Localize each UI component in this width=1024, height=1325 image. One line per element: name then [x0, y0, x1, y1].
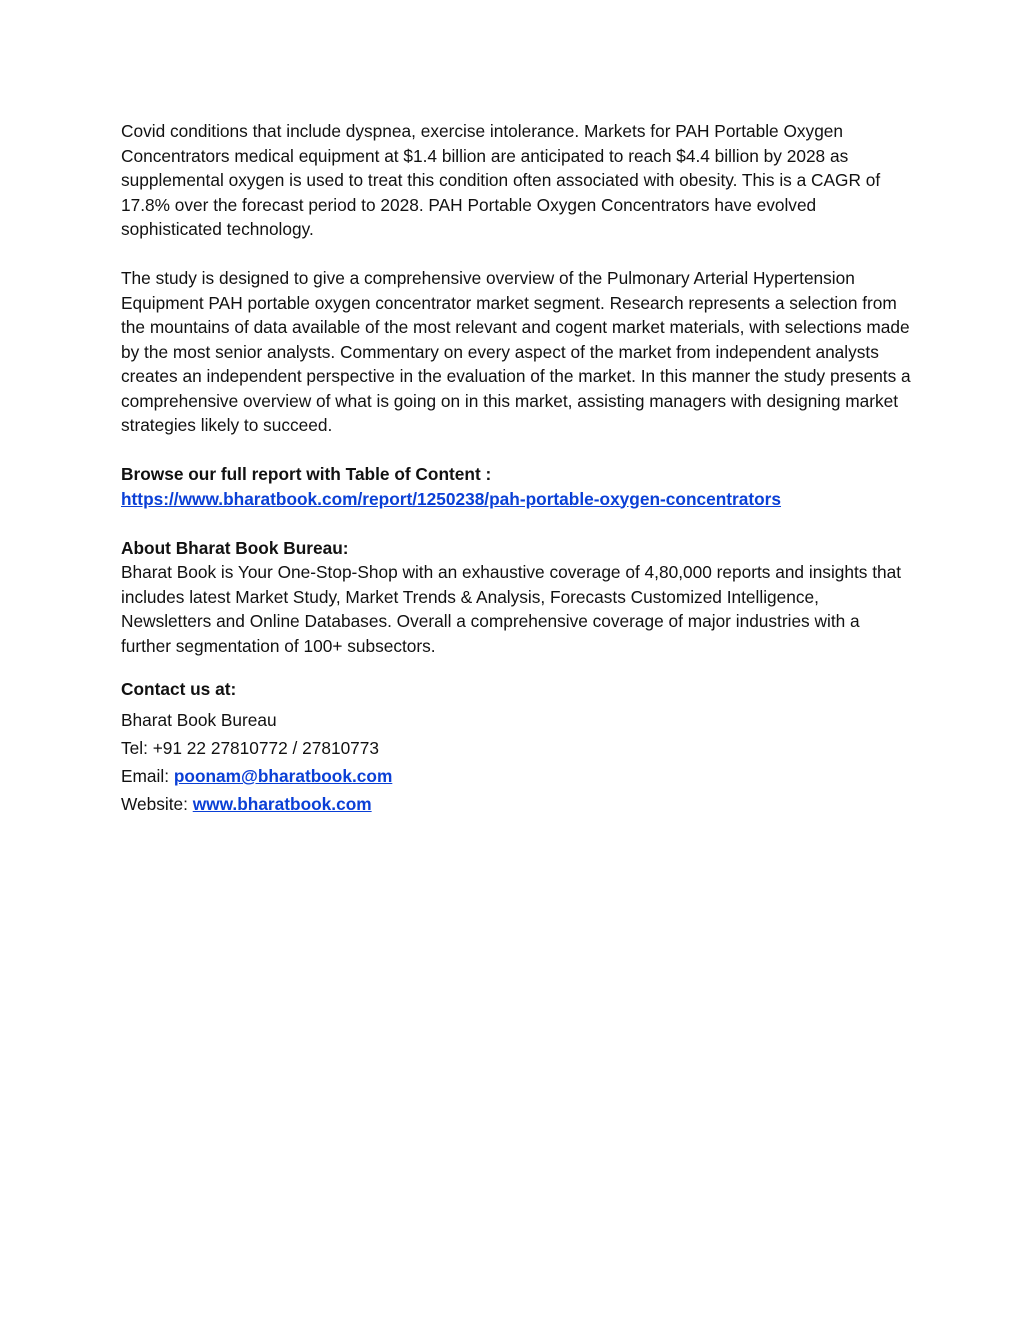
- document-page: [121, 119, 911, 818]
- email-label: Email:: [121, 766, 174, 786]
- report-url-link[interactable]: https://www.bharatbook.com/report/1250238/pah-portable-oxygen-concentrators: [121, 488, 782, 509]
- market-overview-paragraph: Covid conditions that include dyspnea, exercise intolerance. Markets for PAH Portable Oxygen Concentrators medical equipment at $1.4 billion are anticipated to reach $4.4 billion by 2028 as supplemental oxygen is used to treat this condition often associated with obesity. This is a CAGR of 17.8% over the forecast period to 2028. PAH Portable Oxygen Concentrators have evolved sophisticated technology.: [121, 121, 881, 239]
- email-link[interactable]: poonam@bharatbook.com: [173, 766, 393, 786]
- contact-section: [121, 677, 911, 819]
- contact-email-line: [121, 762, 911, 790]
- website-link[interactable]: www.bharatbook.com: [192, 794, 372, 814]
- contact-tel: Tel: +91 22 27810772 / 27810773: [121, 738, 380, 758]
- about-heading: About Bharat Book Bureau:: [121, 537, 349, 558]
- browse-report-section: [121, 462, 911, 511]
- contact-website-line: [121, 790, 911, 818]
- about-section: [121, 536, 911, 659]
- contact-company: Bharat Book Bureau: [121, 710, 277, 730]
- study-description-paragraph: The study is designed to give a comprehensive overview of the Pulmonary Arterial Hypertension Equipment PAH portable oxygen concentrator market segment. Research represents a selection from the mountains of data available of the most relevant and cogent market materials, with selections made by the most senior analysts. Commentary on every aspect of the market from independent analysts creates an independent perspective in the evaluation of the market. In this manner the study presents a comprehensive overview of what is going on in this market, assisting managers with designing market strategies likely to succeed.: [121, 268, 911, 435]
- website-label: Website:: [121, 794, 193, 814]
- browse-report-heading: Browse our full report with Table of Content :: [121, 464, 492, 484]
- about-text: Bharat Book is Your One-Stop-Shop with an exhaustive coverage of 4,80,000 reports and insights that includes latest Market Study, Market Trends & Analysis, Forecasts Customized Intelligence, Newsletters and Online Databases. Overall a comprehensive coverage of major industries with a further segmentation of 100+ subsectors.: [121, 562, 902, 656]
- contact-heading: Contact us at:: [121, 678, 237, 699]
